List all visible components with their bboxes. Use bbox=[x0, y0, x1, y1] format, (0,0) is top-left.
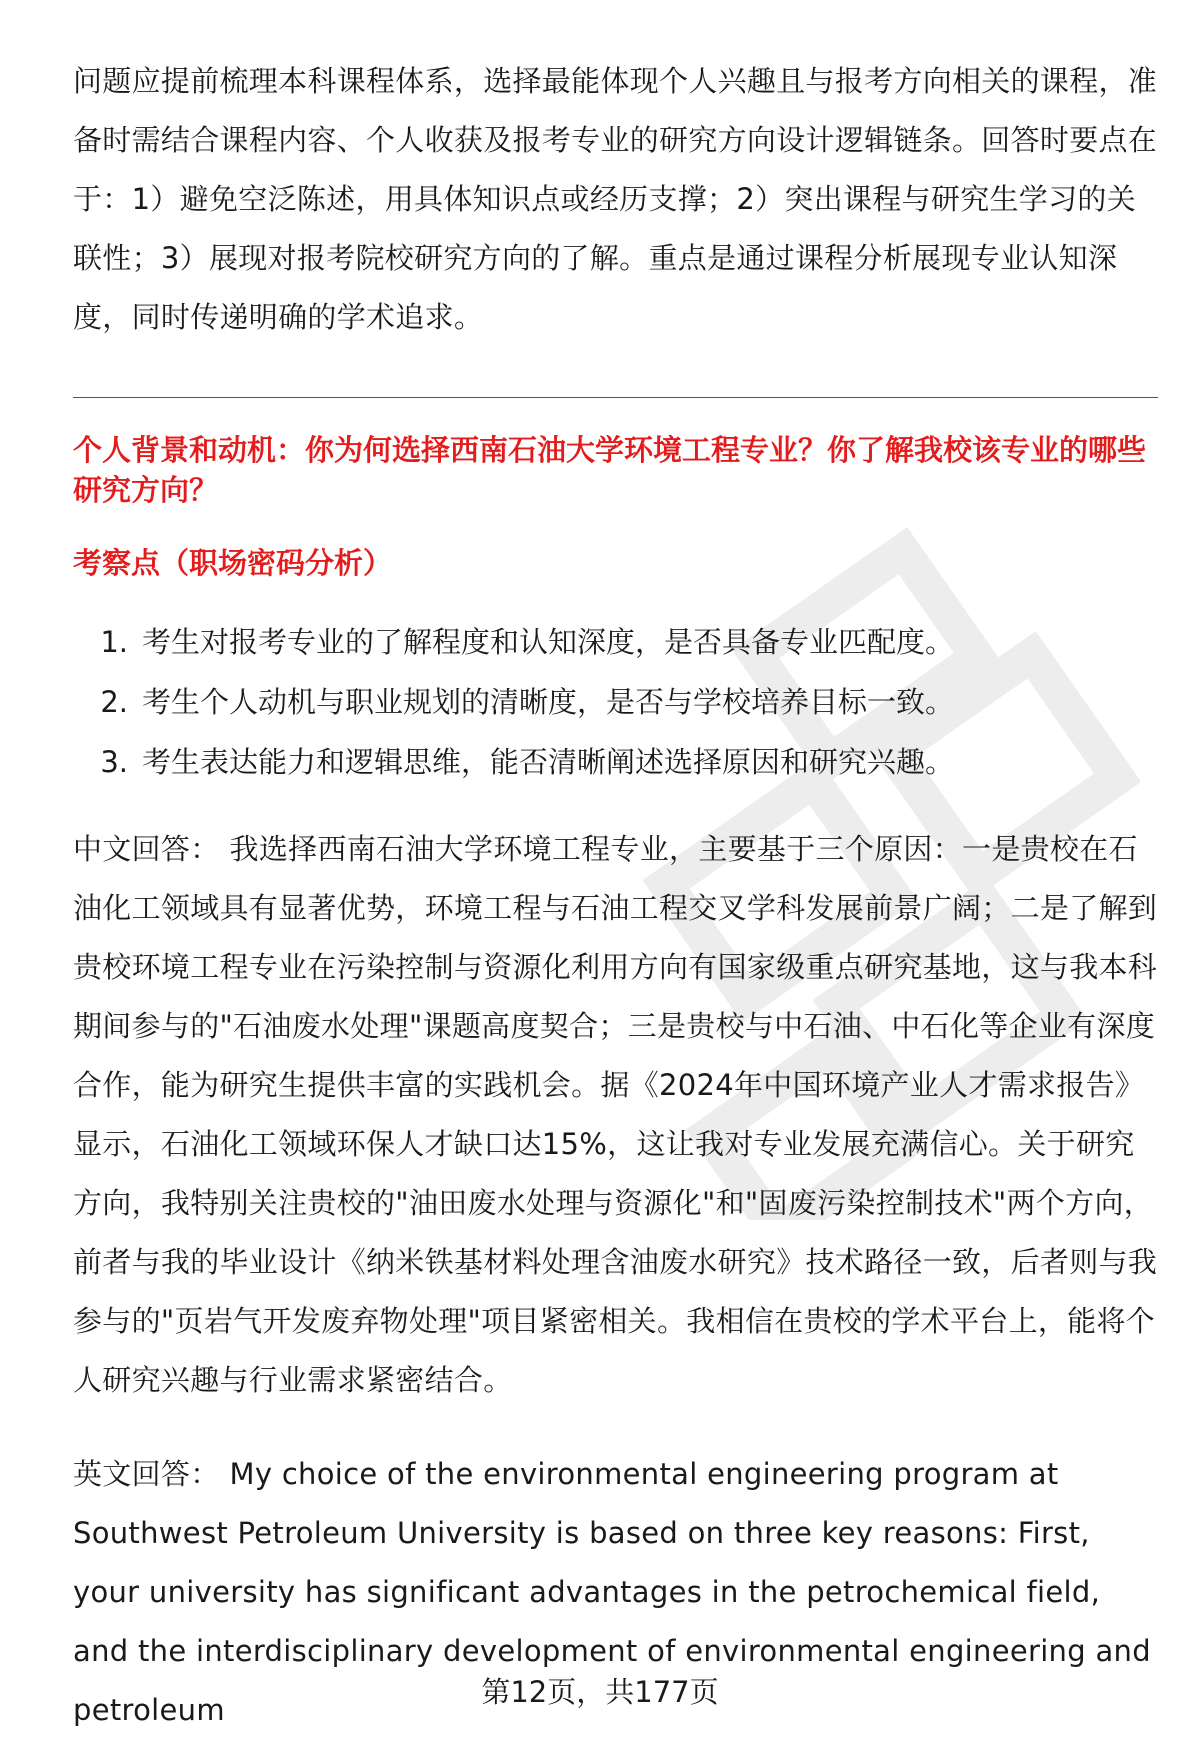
chinese-answer bbox=[73, 820, 1158, 1410]
assessment-points-list bbox=[73, 612, 1158, 792]
section-divider bbox=[73, 397, 1158, 398]
chinese-answer-text: 我选择西南石油大学环境工程专业，主要基于三个原因：一是贵校在石油化工领域具有显著优势，环境工程与石油工程交叉学科发展前景广阔；二是了解到贵校环境工程专业在污染控制与资源化利用方向有国家级重点研究基地，这与我本科期间参与的"石油废水处理"课题高度契合；三是贵校与中石油、中石化等企业有深度合作，能为研究生提供丰富的实践机会。据《2024年中国环境产业人才需求报告》显示，石油化工领域环保人才缺口达15%，这让我对专业发展充满信心。关于研究方向，我特别关注贵校的"油田废水处理与资源化"和"固废污染控制技术"两个方向，前者与我的毕业设计《纳米铁基材料处理含油废水研究》技术路径一致，后者则与我参与的"页岩气开发废弃物处理"项目紧密相关。我相信在贵校的学术平台上，能将个人研究兴趣与行业需求紧密结合。 bbox=[73, 832, 1158, 1397]
english-answer-label: 英文回答： bbox=[73, 1457, 220, 1491]
chinese-answer-label: 中文回答： bbox=[73, 832, 220, 866]
intro-paragraph: 问题应提前梳理本科课程体系，选择最能体现个人兴趣且与报考方向相关的课程，准备时需结合课程内容、个人收获及报考专业的研究方向设计逻辑链条。回答时要点在于：1）避免空泛陈述，用具体知识点或经历支撑；2）突出课程与研究生学习的关联性；3）展现对报考院校研究方向的了解。重点是通过课程分析展现专业认知深度，同时传递明确的学术追求。 bbox=[73, 64, 1158, 334]
english-answer-text: My choice of the environmental engineering program at Southwest Petroleum University is based on three key reasons: First, your university has significant advantages in the petrochemical field, and the interdisciplinary development of environmental engineering and petroleum bbox=[73, 1457, 1151, 1727]
list-item bbox=[73, 672, 1158, 732]
list-number: 1. bbox=[100, 625, 128, 659]
list-number: 3. bbox=[100, 745, 128, 779]
list-item-text: 考生个人动机与职业规划的清晰度，是否与学校培养目标一致。 bbox=[142, 685, 955, 719]
list-item-text: 考生表达能力和逻辑思维，能否清晰阐述选择原因和研究兴趣。 bbox=[142, 745, 955, 779]
assessment-points-title: 考察点（职场密码分析） bbox=[73, 546, 393, 580]
list-item bbox=[73, 732, 1158, 792]
question-heading: 个人背景和动机：你为何选择西南石油大学环境工程专业？你了解我校该专业的哪些研究方向？ bbox=[73, 433, 1147, 507]
list-number: 2. bbox=[100, 685, 128, 719]
page-number-footer: 第12页，共177页 bbox=[481, 1675, 719, 1709]
list-item bbox=[73, 612, 1158, 672]
list-item-text: 考生对报考专业的了解程度和认知深度，是否具备专业匹配度。 bbox=[142, 625, 955, 659]
